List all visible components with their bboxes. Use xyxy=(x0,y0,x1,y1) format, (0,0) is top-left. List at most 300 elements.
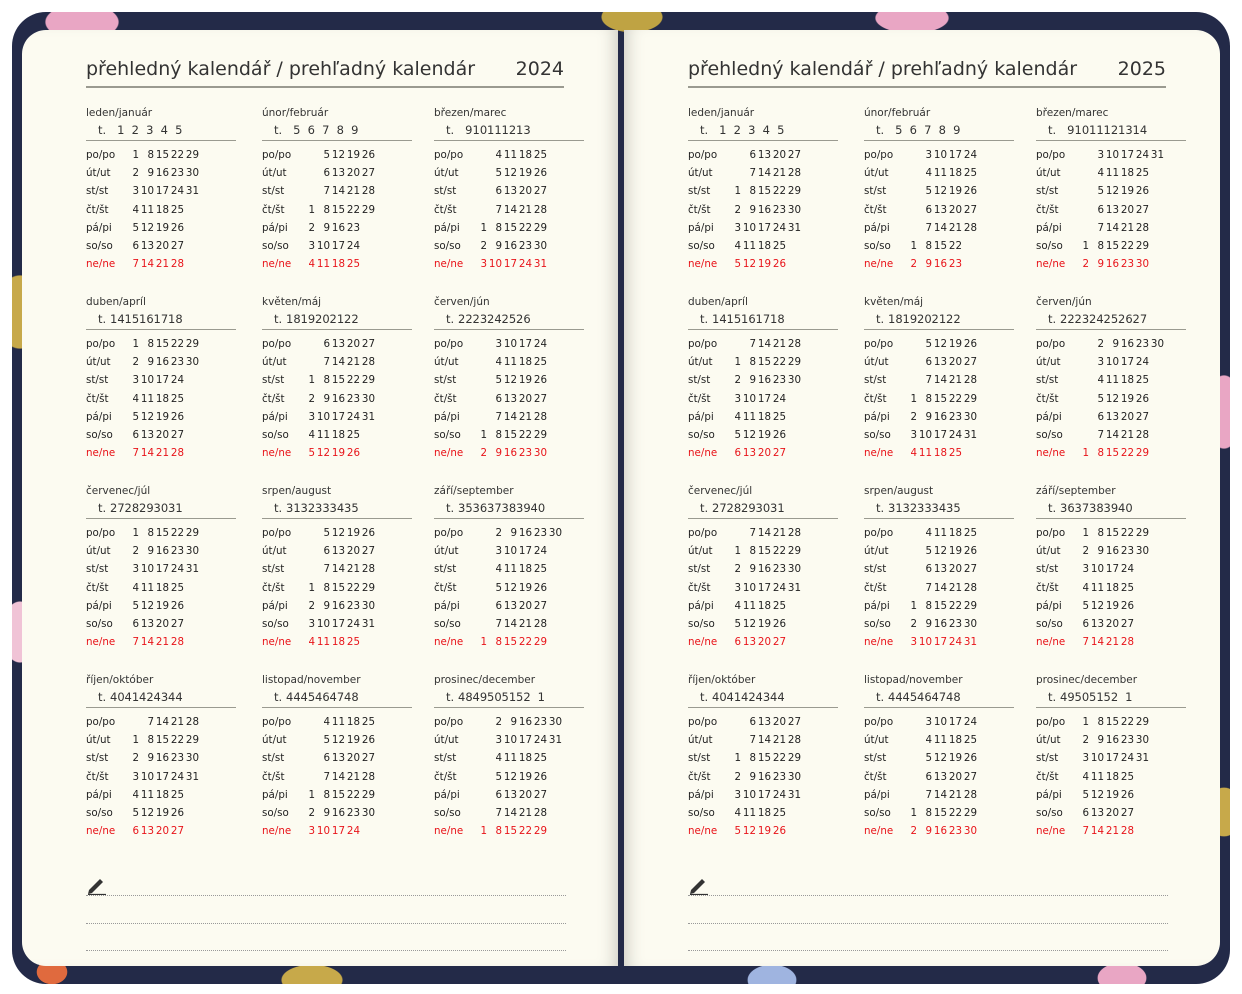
weekday-label: so/so xyxy=(86,239,113,252)
weekday-row xyxy=(864,615,1014,633)
day-cell: 13 xyxy=(742,636,756,649)
weekday-label: ne/ne xyxy=(86,258,116,271)
day-cell: 11 xyxy=(140,788,154,801)
day-cell: 17 xyxy=(1120,356,1134,369)
day-cell: 14 xyxy=(503,806,517,819)
day-cell xyxy=(902,164,917,182)
day-cell xyxy=(726,164,741,182)
weekday-row xyxy=(1036,615,1186,633)
day-cell: 17 xyxy=(155,374,169,387)
day-cell: 16 xyxy=(1105,545,1119,558)
day-cell xyxy=(786,633,801,651)
day-cell: 9 xyxy=(749,563,756,576)
weekday-row xyxy=(864,542,1014,560)
weekday-label: po/po xyxy=(86,716,116,728)
week-number: 52 xyxy=(1103,690,1119,704)
weekday-row xyxy=(864,786,1014,804)
weekday-label: ne/ne xyxy=(262,636,292,649)
week-label: t. xyxy=(446,123,455,137)
day-cell: 7 xyxy=(323,770,330,783)
month-name: prosinec/december xyxy=(1036,674,1138,686)
day-cell: 22 xyxy=(948,239,962,252)
day-cell: 2 xyxy=(1082,545,1089,558)
day-cell: 1 xyxy=(1082,527,1089,539)
day-cell: 7 xyxy=(1097,428,1104,441)
day-cell: 12 xyxy=(140,221,154,234)
day-cell: 26 xyxy=(772,617,786,630)
day-cell: 11 xyxy=(933,527,947,539)
day-cell: 8 xyxy=(495,636,502,649)
week-number-row xyxy=(1036,120,1186,141)
day-cell: 23 xyxy=(1120,258,1134,271)
week-number: 35 xyxy=(344,501,359,515)
day-cell: 30 xyxy=(787,770,801,783)
weekday-label: ne/ne xyxy=(86,825,116,838)
week-number-row xyxy=(262,687,412,708)
week-number: 16 xyxy=(139,312,154,326)
day-cell xyxy=(360,219,375,237)
week-label: t. xyxy=(446,501,455,515)
week-number-row xyxy=(688,498,838,519)
day-cell: 2 xyxy=(495,716,502,728)
week-number: 26 xyxy=(1118,312,1133,326)
weekday-label: st/st xyxy=(1036,185,1059,198)
day-cell: 4 xyxy=(1082,581,1089,594)
weekday-label: út/ut xyxy=(86,545,111,558)
week-number: 41 xyxy=(726,690,742,704)
week-number: 10 xyxy=(472,123,488,137)
day-cell: 8 xyxy=(925,599,932,612)
day-cell xyxy=(472,353,487,371)
day-cell: 21 xyxy=(772,527,786,539)
week-number: 5 xyxy=(777,123,785,137)
day-cell: 7 xyxy=(132,258,139,271)
day-cell: 17 xyxy=(1105,563,1119,576)
day-cell: 2 xyxy=(1082,734,1089,747)
week-number: 40 xyxy=(530,501,546,515)
week-label: t. xyxy=(700,123,709,137)
page-2024 xyxy=(22,30,618,966)
note-line[interactable] xyxy=(86,923,566,924)
day-cell: 20 xyxy=(757,636,771,649)
day-cell: 12 xyxy=(331,734,345,747)
week-number: 14 xyxy=(110,312,125,326)
day-cell: 5 xyxy=(925,185,932,198)
day-cell: 15 xyxy=(155,149,169,161)
day-cell: 9 xyxy=(495,239,502,252)
day-cell: 12 xyxy=(742,428,756,441)
day-cell: 25 xyxy=(533,149,547,161)
day-cell xyxy=(184,444,199,462)
weekday-label: pá/pi xyxy=(262,410,288,423)
day-cell: 20 xyxy=(757,447,771,460)
week-number-row xyxy=(434,498,584,519)
day-cell xyxy=(962,444,977,462)
day-cell: 18 xyxy=(331,428,345,441)
day-cell: 22 xyxy=(170,338,184,350)
weekday-label: st/st xyxy=(434,185,457,198)
week-number: 38 xyxy=(1089,501,1104,515)
weekday-row xyxy=(688,749,838,767)
day-cell: 6 xyxy=(1097,410,1104,423)
day-cell: 29 xyxy=(787,356,801,369)
weekday-row xyxy=(688,731,838,749)
note-line[interactable] xyxy=(86,895,566,896)
day-cell: 19 xyxy=(346,149,360,161)
day-cell: 10 xyxy=(1105,356,1119,369)
day-cell: 26 xyxy=(170,806,184,819)
day-cell: 12 xyxy=(933,185,947,198)
day-cell: 25 xyxy=(963,527,977,539)
day-cell: 10 xyxy=(316,410,330,423)
weekday-row xyxy=(864,408,1014,426)
day-cell: 4 xyxy=(1082,770,1089,783)
day-cell xyxy=(902,335,917,353)
weekday-label: pá/pi xyxy=(262,599,288,612)
day-cell: 20 xyxy=(155,825,169,838)
week-number: 48 xyxy=(946,690,961,704)
month-name: červen/jún xyxy=(1036,296,1092,308)
day-cell: 2 xyxy=(308,221,315,234)
day-cell: 5 xyxy=(925,338,932,350)
day-cell: 8 xyxy=(749,545,756,558)
weekday-row xyxy=(688,201,838,219)
day-cell: 18 xyxy=(757,239,771,252)
weekday-label: st/st xyxy=(688,374,711,387)
day-cell xyxy=(184,597,199,615)
day-cell xyxy=(962,255,977,273)
day-cell: 6 xyxy=(925,356,932,369)
day-cell: 30 xyxy=(963,410,977,423)
day-cell: 9 xyxy=(1097,545,1104,558)
weekday-label: st/st xyxy=(262,374,285,387)
day-cell: 3 xyxy=(910,636,917,649)
weekday-label: ne/ne xyxy=(86,447,116,460)
weekday-row xyxy=(262,524,412,542)
note-line[interactable] xyxy=(688,923,1168,924)
day-cell: 12 xyxy=(742,617,756,630)
day-cell: 19 xyxy=(155,599,169,612)
day-cell xyxy=(902,371,917,389)
day-cell xyxy=(472,713,487,731)
day-cell: 22 xyxy=(1120,716,1134,728)
week-number: 8 xyxy=(938,123,946,137)
day-cell: 7 xyxy=(925,581,932,594)
day-cell: 12 xyxy=(140,410,154,423)
day-cell: 21 xyxy=(155,258,169,271)
weekday-row xyxy=(262,615,412,633)
day-cell: 18 xyxy=(331,636,345,649)
weekday-label: so/so xyxy=(688,806,715,819)
day-cell: 19 xyxy=(1105,788,1119,801)
weekday-row xyxy=(86,164,236,182)
day-cell: 29 xyxy=(185,734,199,747)
day-cell: 6 xyxy=(925,203,932,216)
day-cell: 3 xyxy=(132,563,139,576)
weekday-label: pá/pi xyxy=(1036,788,1062,801)
day-cell: 21 xyxy=(1120,428,1134,441)
page-title: přehledný kalendář / prehľadný kalendár xyxy=(86,58,476,80)
day-cell: 26 xyxy=(170,599,184,612)
month-block xyxy=(86,106,236,273)
week-number: 17 xyxy=(755,312,771,326)
week-label: t. xyxy=(274,312,283,326)
day-cell: 2 xyxy=(495,527,502,539)
day-cell: 18 xyxy=(948,167,962,180)
day-cell: 25 xyxy=(533,356,547,369)
day-cell xyxy=(1149,444,1164,462)
day-cell xyxy=(472,335,487,353)
day-cell: 25 xyxy=(361,716,375,728)
page-year: 2024 xyxy=(515,58,564,80)
day-cell xyxy=(726,731,741,749)
day-cell: 3 xyxy=(495,338,502,350)
month-name: březen/marec xyxy=(1036,107,1109,119)
day-cell: 6 xyxy=(1082,617,1089,630)
weekday-label: pá/pi xyxy=(688,221,714,234)
day-cell xyxy=(300,542,315,560)
day-cell: 20 xyxy=(518,185,532,198)
day-cell: 14 xyxy=(933,221,947,234)
day-cell: 9 xyxy=(147,545,154,558)
weekday-row xyxy=(864,579,1014,597)
weekday-label: po/po xyxy=(434,149,464,161)
day-cell: 21 xyxy=(1105,636,1119,649)
day-cell: 3 xyxy=(734,788,741,801)
day-cell: 7 xyxy=(1082,636,1089,649)
note-line[interactable] xyxy=(86,950,566,951)
weekday-row xyxy=(434,146,584,164)
week-number: 27 xyxy=(110,501,125,515)
day-cell: 5 xyxy=(323,149,330,161)
month-block xyxy=(86,484,236,651)
weekday-label: út/ut xyxy=(1036,167,1061,180)
week-number: 3 xyxy=(146,123,154,137)
day-cell: 6 xyxy=(749,149,756,161)
day-cell: 21 xyxy=(1120,221,1134,234)
day-cell: 1 xyxy=(1082,716,1089,728)
weekday-row xyxy=(864,426,1014,444)
weekday-label: po/po xyxy=(688,338,718,350)
day-cell xyxy=(962,237,977,255)
sunday-row xyxy=(262,255,412,273)
day-cell: 28 xyxy=(170,258,184,271)
week-label: t. xyxy=(446,690,455,704)
day-cell: 21 xyxy=(346,356,360,369)
weekday-label: pá/pi xyxy=(864,221,890,234)
sunday-row xyxy=(864,444,1014,462)
day-cell: 11 xyxy=(742,410,756,423)
week-number: 33 xyxy=(917,501,932,515)
day-cell: 24 xyxy=(1135,356,1149,369)
day-cell: 16 xyxy=(155,356,169,369)
day-cell xyxy=(547,615,562,633)
day-cell: 28 xyxy=(170,636,184,649)
weekday-row xyxy=(1036,768,1186,786)
weekday-row xyxy=(262,408,412,426)
week-number-row xyxy=(864,309,1014,330)
week-number: 29 xyxy=(139,501,154,515)
day-cell: 7 xyxy=(495,410,502,423)
week-number-row xyxy=(86,498,236,519)
day-cell: 23 xyxy=(170,167,184,180)
day-cell: 28 xyxy=(963,374,977,387)
week-number: 25 xyxy=(501,312,517,326)
day-cell: 2 xyxy=(132,167,139,180)
day-cell: 26 xyxy=(361,527,375,539)
sunday-row xyxy=(1036,255,1186,273)
week-number: 9 xyxy=(465,123,473,137)
day-cell: 15 xyxy=(331,374,345,387)
day-cell: 22 xyxy=(948,806,962,819)
day-cell: 13 xyxy=(757,716,771,728)
day-cell: 17 xyxy=(331,410,345,423)
day-cell: 20 xyxy=(948,563,962,576)
weekday-label: ne/ne xyxy=(434,825,464,838)
week-number: 18 xyxy=(770,312,785,326)
day-cell: 13 xyxy=(140,428,154,441)
day-cell: 26 xyxy=(346,447,360,460)
day-cell xyxy=(1134,579,1149,597)
day-cell: 10 xyxy=(933,716,947,728)
day-cell xyxy=(1149,255,1164,273)
day-cell: 14 xyxy=(933,788,947,801)
day-cell: 15 xyxy=(503,636,517,649)
day-cell: 29 xyxy=(185,527,199,539)
month-name: únor/február xyxy=(262,107,329,119)
weekday-row xyxy=(434,164,584,182)
weekday-label: ne/ne xyxy=(86,636,116,649)
day-cell: 14 xyxy=(503,410,517,423)
day-cell: 25 xyxy=(346,636,360,649)
week-number: 40 xyxy=(110,690,125,704)
weekday-label: po/po xyxy=(86,149,116,161)
weekday-row xyxy=(434,371,584,389)
day-cell: 24 xyxy=(346,239,360,252)
day-cell xyxy=(786,444,801,462)
day-cell: 7 xyxy=(925,221,932,234)
weekday-row xyxy=(688,182,838,200)
day-cell: 27 xyxy=(963,563,977,576)
day-cell: 17 xyxy=(503,258,517,271)
day-cell: 5 xyxy=(132,806,139,819)
day-cell: 19 xyxy=(757,258,771,271)
weekday-row xyxy=(1036,426,1186,444)
weekday-row xyxy=(688,786,838,804)
weekday-row xyxy=(262,542,412,560)
day-cell: 18 xyxy=(518,563,532,576)
day-cell: 31 xyxy=(548,734,562,747)
day-cell: 19 xyxy=(1120,185,1134,198)
day-cell: 6 xyxy=(132,428,139,441)
weekday-row xyxy=(262,713,412,731)
day-cell: 29 xyxy=(361,581,375,594)
month-name: říjen/október xyxy=(86,674,154,686)
day-cell: 24 xyxy=(346,617,360,630)
day-cell: 16 xyxy=(757,563,771,576)
day-cell: 11 xyxy=(503,149,517,161)
day-cell: 13 xyxy=(331,545,345,558)
weekday-label: út/ut xyxy=(262,167,287,180)
day-cell: 3 xyxy=(132,770,139,783)
month-name: leden/január xyxy=(688,107,755,119)
week-number: 46 xyxy=(917,690,932,704)
day-cell: 20 xyxy=(948,356,962,369)
day-cell: 18 xyxy=(518,752,532,765)
weekday-label: ne/ne xyxy=(688,447,718,460)
month-name: červenec/júl xyxy=(688,485,753,497)
day-cell: 3 xyxy=(1097,356,1104,369)
day-cell: 13 xyxy=(503,185,517,198)
week-number: 51 xyxy=(501,690,517,704)
day-cell xyxy=(547,597,562,615)
weekday-row xyxy=(864,164,1014,182)
day-cell: 9 xyxy=(323,221,330,234)
weekday-row xyxy=(688,353,838,371)
page-title: přehledný kalendář / prehľadný kalendár xyxy=(688,58,1078,80)
weekday-row xyxy=(262,749,412,767)
note-line[interactable] xyxy=(688,950,1168,951)
weekday-label: so/so xyxy=(434,239,461,252)
day-cell: 1 xyxy=(132,149,139,161)
week-number: 27 xyxy=(712,501,727,515)
day-cell: 14 xyxy=(140,258,154,271)
sunday-row xyxy=(864,633,1014,651)
day-cell xyxy=(902,182,917,200)
month-name: červen/jún xyxy=(434,296,490,308)
day-cell: 21 xyxy=(948,374,962,387)
week-label: t. xyxy=(1048,690,1057,704)
weekday-label: čt/št xyxy=(1036,203,1059,216)
weekday-label: ne/ne xyxy=(1036,258,1066,271)
weekday-label: pá/pi xyxy=(688,788,714,801)
day-cell: 5 xyxy=(495,374,502,387)
weekday-row xyxy=(688,371,838,389)
weekday-label: po/po xyxy=(262,527,292,539)
day-cell: 24 xyxy=(948,636,962,649)
day-cell: 27 xyxy=(170,428,184,441)
day-cell: 10 xyxy=(918,636,932,649)
week-number-row xyxy=(434,687,584,708)
week-label: t. xyxy=(700,690,709,704)
weekday-label: út/ut xyxy=(864,545,889,558)
weekday-row xyxy=(1036,560,1186,578)
month-name: srpen/august xyxy=(262,485,332,497)
page-year: 2025 xyxy=(1117,58,1166,80)
day-cell: 20 xyxy=(518,788,532,801)
day-cell: 16 xyxy=(331,806,345,819)
week-number: 11 xyxy=(487,123,502,137)
week-number: 36 xyxy=(1060,501,1075,515)
day-cell: 13 xyxy=(503,599,517,612)
weekday-label: ne/ne xyxy=(1036,825,1066,838)
day-cell xyxy=(1074,146,1089,164)
day-cell xyxy=(300,353,315,371)
day-cell xyxy=(300,164,315,182)
day-cell: 21 xyxy=(772,734,786,747)
day-cell: 1 xyxy=(734,545,741,558)
note-line[interactable] xyxy=(688,895,1168,896)
weekday-label: čt/št xyxy=(434,581,457,594)
day-cell: 18 xyxy=(1105,770,1119,783)
day-cell: 5 xyxy=(925,752,932,765)
day-cell: 31 xyxy=(1135,752,1149,765)
day-cell: 17 xyxy=(155,563,169,576)
weekday-row xyxy=(864,371,1014,389)
day-cell: 24 xyxy=(772,581,786,594)
day-cell: 31 xyxy=(533,258,547,271)
day-cell xyxy=(1134,597,1149,615)
